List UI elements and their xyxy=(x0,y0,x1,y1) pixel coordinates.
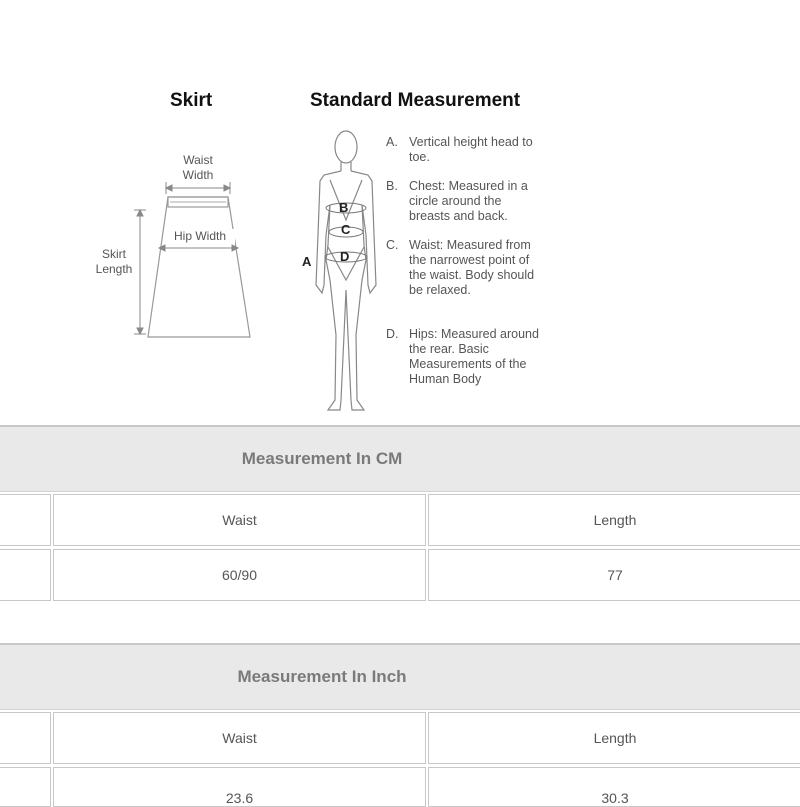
table-cell: 30.3 xyxy=(428,767,800,807)
marker-d: D xyxy=(340,249,350,264)
table-header-cell xyxy=(0,712,51,764)
legend-text: Waist: Measured from the narrowest point of the waist. Body should be relaxed. xyxy=(409,238,535,297)
legend-letter: C. xyxy=(386,238,399,252)
table-header-cell: Length xyxy=(428,494,800,546)
table-header-cell: Length xyxy=(428,712,800,764)
body-head xyxy=(335,131,357,163)
table-header-cell xyxy=(0,494,51,546)
legend-letter: D. xyxy=(386,327,399,341)
table-cell: 60/90 xyxy=(53,549,426,601)
table-cell xyxy=(0,549,51,601)
measurement-table-inch xyxy=(0,643,800,806)
legend-letter: A. xyxy=(386,135,398,149)
table-cell: 77 xyxy=(428,549,800,601)
table-cell xyxy=(0,767,51,807)
legend-text: Chest: Measured in a circle around the breasts and back. xyxy=(409,179,528,223)
table-title-row xyxy=(0,425,800,492)
waist-width-label: Waist Width xyxy=(182,153,214,182)
table-title: Measurement In CM xyxy=(241,449,403,468)
skirt-length-label: Skirt Length xyxy=(95,247,133,276)
legend-text: Vertical height head to toe. xyxy=(409,135,533,164)
hip-width-arrow xyxy=(159,245,238,251)
skirt-heading: Skirt xyxy=(170,90,213,111)
marker-b: B xyxy=(339,200,349,215)
measurement-table-cm xyxy=(0,425,800,605)
hip-width-label: Hip Width xyxy=(165,229,235,244)
table-title: Measurement In Inch xyxy=(237,667,407,686)
waist-width-arrow xyxy=(166,182,230,194)
legend-text: Hips: Measured around the rear. Basic Measurements of the Human Body xyxy=(409,327,539,386)
standard-measurement-heading: Standard Measurement xyxy=(310,90,521,111)
table-cell: 23.6 xyxy=(53,767,426,807)
marker-c: C xyxy=(341,222,351,237)
body-figure xyxy=(300,125,390,415)
table-header-cell: Waist xyxy=(53,494,426,546)
skirt-outline xyxy=(148,197,250,337)
legend-letter: B. xyxy=(386,179,398,193)
table-header-cell: Waist xyxy=(53,712,426,764)
marker-a: A xyxy=(302,254,312,269)
table-title-row xyxy=(0,643,800,710)
